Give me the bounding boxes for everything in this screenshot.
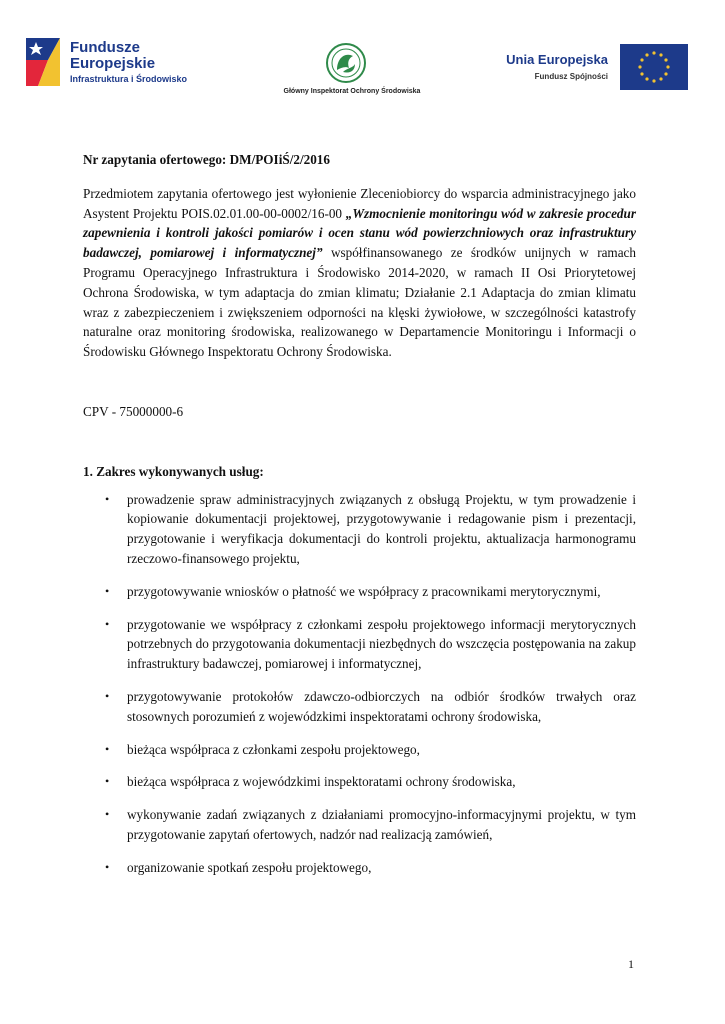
bullet-icon: •: [105, 491, 110, 506]
project-title: „Wzmocnienie monitoringu wód w zakresie procedur zapewnienia i kontroli jakości pomiarów i ocen stanu wód powierzchniowych oraz infrastruktury badawczej, pomiarowej i informatycznej”: [83, 205, 636, 261]
bullet-icon: •: [105, 583, 110, 598]
document-body: [83, 150, 636, 891]
list-item: [83, 490, 636, 569]
ue-subtitle: Fundusz Spójności: [534, 72, 608, 81]
cpv-code: CPV - 75000000-6: [83, 403, 184, 419]
list-item: [83, 615, 636, 674]
intro-text-after: współfinansowanego ze środków unijnych w ramach Programu Operacyjnego Infrastruktura i Środowisko 2014-2020, w ramach II Osi Priorytetowej Ochrona Środowiska, w tym adaptacja do zmian klimatu; Działanie 2.1 Adaptacja do zmian klimatu wraz z zabezpieczeniem i zwiększeniem odporności na klęski żywiołowe, w szczególności katastrofy naturalne oraz monitoring środowiska, realizowanego w Departamencie Monitoringu i Informacji o Środowisku Głównego Inspektoratu Ochrony Środowiska.: [83, 245, 636, 360]
list-item-text: bieżąca współpraca z członkami zespołu projektowego,: [127, 741, 420, 757]
page-header: [0, 0, 725, 110]
list-item-text: prowadzenie spraw administracyjnych związanych z obsługą Projektu, w tym prowadzenie i kopiowanie dokumentacji projektowej, przygotowywanie i redagowanie pism i prezentacji, przygotowanie i weryfikacja dokumentacji do kontroli projektu, aktualizacja harmonogramu rzeczowo-finansowego projektu,: [127, 491, 636, 566]
bullet-icon: •: [105, 859, 110, 874]
gios-emblem-icon: [325, 42, 367, 84]
bullet-icon: •: [105, 688, 110, 703]
intro-paragraph: [83, 184, 636, 362]
list-item: [83, 740, 636, 760]
list-item-text: bieżąca współpraca z wojewódzkimi inspektoratami ochrony środowiska,: [127, 774, 516, 790]
list-item-text: organizowanie spotkań zespołu projektowego,: [127, 859, 372, 875]
list-item-text: wykonywanie zadań związanych z działaniami promocyjno-informacyjnymi projektu, w tym przygotowanie zapytań ofertowych, nadzór nad realizacją zamówień,: [127, 807, 636, 842]
fe-title-line1: Fundusze: [70, 39, 140, 56]
gios-caption: Główny Inspektorat Ochrony Środowiska: [283, 88, 421, 95]
fundusze-europejskie-logo: [22, 34, 64, 90]
bullet-icon: •: [105, 741, 110, 756]
services-list: [83, 490, 636, 878]
fe-title-line2: Europejskie: [70, 55, 156, 72]
unia-europejska-text: [470, 52, 608, 81]
eu-flag-icon: [620, 44, 688, 90]
list-item: [83, 805, 636, 845]
reference-number: Nr zapytania ofertowego: DM/POIiŚ/2/2016: [83, 152, 330, 167]
list-item: [83, 772, 636, 792]
list-item-text: przygotowanie we współpracy z członkami zespołu projektowego informacji merytorycznych potrzebnych do przygotowania dokumentacji niezbędnych do wszczęcia postępowania na zakup infrastruktury badawczej, pomiarowej i informatycznej,: [127, 616, 636, 672]
bullet-icon: •: [105, 774, 110, 789]
list-item: [83, 687, 636, 727]
list-item: [83, 582, 636, 602]
intro-text-before: Przedmiotem zapytania ofertowego jest wyłonienie Zleceniobiorcy do wsparcia administracyjnego jako Asystent Projektu POIS.02.01.00-00-0002/16-00: [83, 185, 636, 221]
bullet-icon: •: [105, 616, 110, 631]
page-number: 1: [628, 957, 634, 971]
ue-title: Unia Europejska: [506, 52, 608, 67]
fe-subtitle: Infrastruktura i Środowisko: [70, 74, 188, 84]
list-item-text: przygotowywanie protokołów zdawczo-odbiorczych na odbiór środków trwałych oraz stosownych porozumień z wojewódzkimi inspektoratami ochrony środowiska,: [127, 688, 636, 724]
section-title: 1. Zakres wykonywanych usług:: [83, 463, 264, 479]
list-item: [83, 858, 636, 878]
list-item-text: przygotowywanie wniosków o płatność we współpracy z pracownikami merytorycznymi,: [127, 583, 601, 599]
fundusze-europejskie-text: [70, 40, 187, 84]
bullet-icon: •: [105, 807, 110, 822]
